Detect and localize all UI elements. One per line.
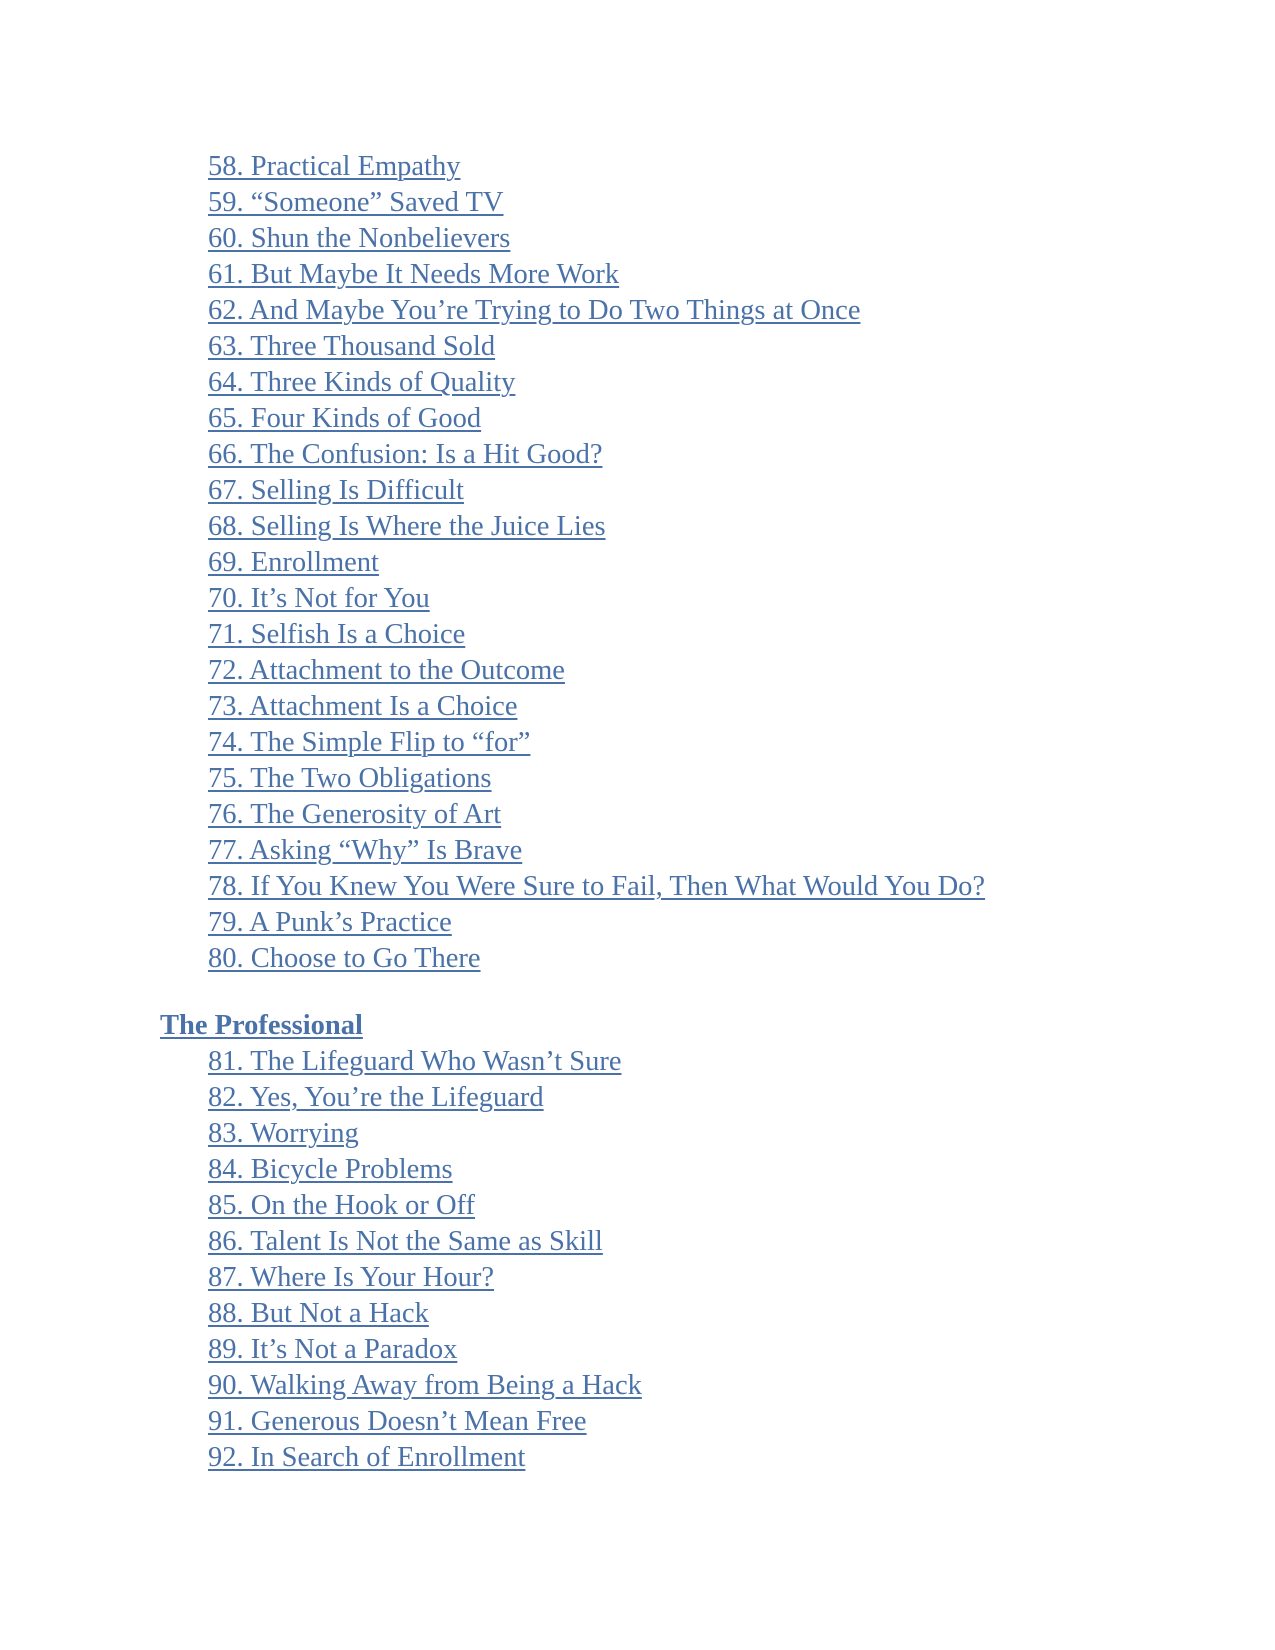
toc-link-89[interactable]: 89. It’s Not a Paradox xyxy=(208,1334,458,1365)
toc-link-59[interactable]: 59. “Someone” Saved TV xyxy=(208,187,504,218)
toc-link-78[interactable]: 78. If You Knew You Were Sure to Fail, Then What Would You Do? xyxy=(208,871,986,902)
toc-link-80[interactable]: 80. Choose to Go There xyxy=(208,943,481,974)
toc-link-76[interactable]: 76. The Generosity of Art xyxy=(208,799,502,830)
toc-link-70[interactable]: 70. It’s Not for You xyxy=(208,583,430,614)
toc-link-61[interactable]: 61. But Maybe It Needs More Work xyxy=(208,259,620,290)
toc-group-1 xyxy=(160,149,1220,977)
toc-link-75[interactable]: 75. The Two Obligations xyxy=(208,763,492,794)
toc-link-58[interactable]: 58. Practical Empathy xyxy=(208,151,461,182)
toc-link-91[interactable]: 91. Generous Doesn’t Mean Free xyxy=(208,1406,587,1437)
toc-link-69[interactable]: 69. Enrollment xyxy=(208,547,379,578)
toc-link-90[interactable]: 90. Walking Away from Being a Hack xyxy=(208,1370,642,1401)
toc-link-66[interactable]: 66. The Confusion: Is a Hit Good? xyxy=(208,439,603,470)
toc-link-85[interactable]: 85. On the Hook or Off xyxy=(208,1190,476,1221)
toc-link-68[interactable]: 68. Selling Is Where the Juice Lies xyxy=(208,511,606,542)
table-of-contents xyxy=(160,149,1220,1476)
toc-link-63[interactable]: 63. Three Thousand Sold xyxy=(208,331,496,362)
toc-link-71[interactable]: 71. Selfish Is a Choice xyxy=(208,619,466,650)
toc-link-77[interactable]: 77. Asking “Why” Is Brave xyxy=(208,835,523,866)
toc-group-2 xyxy=(160,1044,1220,1476)
toc-link-79[interactable]: 79. A Punk’s Practice xyxy=(208,907,452,938)
toc-link-92[interactable]: 92. In Search of Enrollment xyxy=(208,1442,526,1473)
toc-link-62[interactable]: 62. And Maybe You’re Trying to Do Two Things at Once xyxy=(208,295,861,326)
toc-link-65[interactable]: 65. Four Kinds of Good xyxy=(208,403,482,434)
toc-link-83[interactable]: 83. Worrying xyxy=(208,1118,359,1149)
toc-link-73[interactable]: 73. Attachment Is a Choice xyxy=(208,691,518,722)
toc-link-74[interactable]: 74. The Simple Flip to “for” xyxy=(208,727,531,758)
toc-link-82[interactable]: 82. Yes, You’re the Lifeguard xyxy=(208,1082,544,1113)
toc-link-84[interactable]: 84. Bicycle Problems xyxy=(208,1154,453,1185)
toc-link-67[interactable]: 67. Selling Is Difficult xyxy=(208,475,464,506)
toc-link-88[interactable]: 88. But Not a Hack xyxy=(208,1298,429,1329)
section-heading-link[interactable]: The Professional xyxy=(160,1010,363,1041)
toc-link-87[interactable]: 87. Where Is Your Hour? xyxy=(208,1262,495,1293)
toc-link-81[interactable]: 81. The Lifeguard Who Wasn’t Sure xyxy=(208,1046,622,1077)
toc-link-60[interactable]: 60. Shun the Nonbelievers xyxy=(208,223,511,254)
toc-link-64[interactable]: 64. Three Kinds of Quality xyxy=(208,367,516,398)
toc-link-86[interactable]: 86. Talent Is Not the Same as Skill xyxy=(208,1226,603,1257)
toc-link-72[interactable]: 72. Attachment to the Outcome xyxy=(208,655,565,686)
